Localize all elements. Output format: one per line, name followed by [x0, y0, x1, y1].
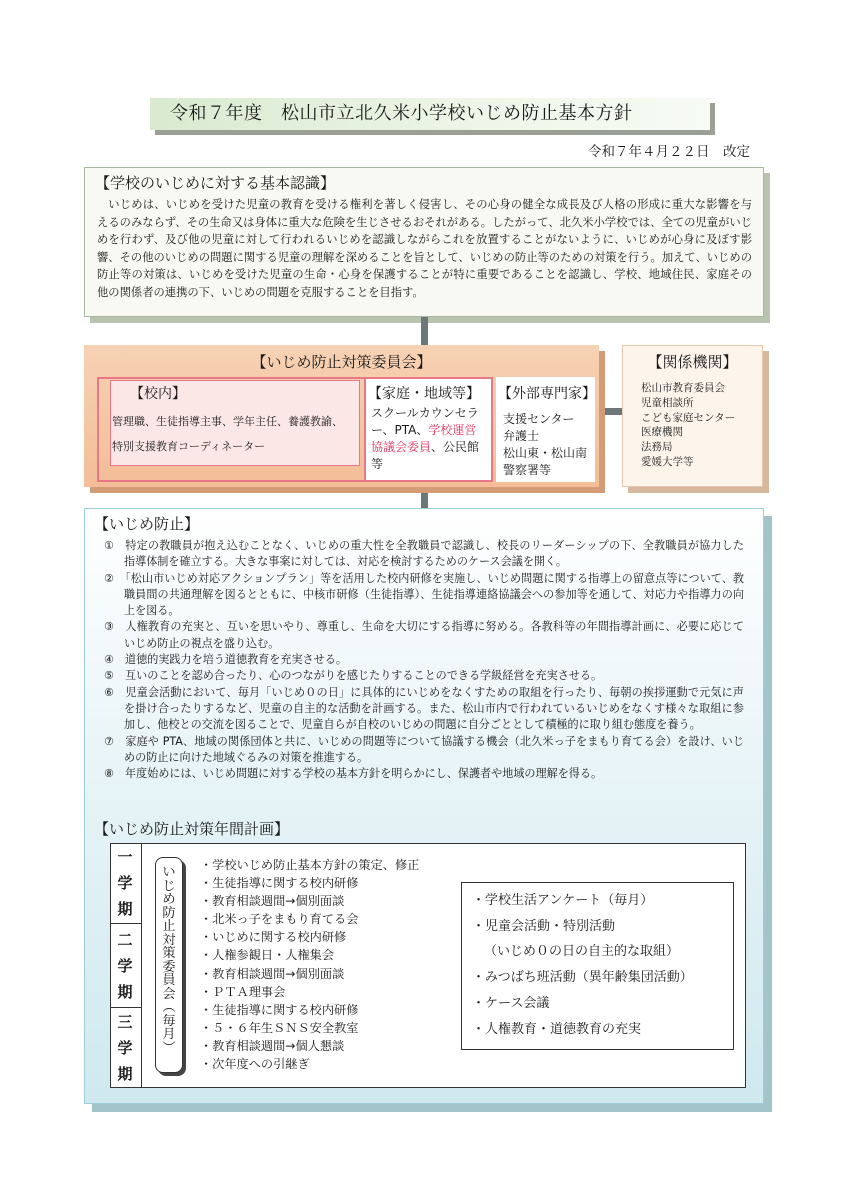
- event-item: ・教育相談週間→個別面談: [200, 966, 345, 981]
- term-char: 期: [117, 1065, 133, 1083]
- event-item: ・人権参観日・人権集会: [200, 948, 335, 963]
- prevention-item: ⑤ 互いのことを認め合ったり、心のつながりを感じたりすることのできる学級経営を充実させる。: [104, 669, 603, 683]
- family-members-text: スクールカウンセラー、PTA、: [371, 406, 479, 437]
- vertical-char: 月: [162, 1027, 176, 1042]
- related-agencies-list: [641, 381, 761, 470]
- ongoing-item: ・みつばち班活動（異年齢集団活動）: [472, 970, 693, 986]
- annual-plan-heading: 【いじめ防止対策年間計画】: [94, 820, 290, 838]
- agency-item: 松山市教育委員会: [641, 382, 725, 394]
- internal-members-heading: 【校内】: [130, 386, 186, 402]
- term-char: 期: [117, 982, 133, 1001]
- prevention-heading: 【いじめ防止】: [94, 515, 200, 533]
- prevention-item: ④ 道徳的実践力を培う道徳教育を充実させる。: [104, 653, 347, 667]
- connector-vertical-top: [421, 317, 428, 345]
- event-item: ・次年度への引継ぎ: [200, 1057, 310, 1072]
- family-community-members: [371, 405, 486, 473]
- vertical-char: 会: [162, 986, 176, 1002]
- term-char: 学: [117, 956, 133, 975]
- event-item: ・北米っ子をまもり育てる会: [200, 912, 359, 927]
- vertical-char: 止: [162, 919, 176, 934]
- external-experts-heading: 【外部専門家】: [498, 386, 596, 402]
- external-experts-list: [503, 411, 593, 479]
- ongoing-item: ・ケース会議: [472, 995, 550, 1011]
- expert-item: 弁護士: [503, 429, 540, 443]
- vertical-char: 策: [162, 946, 176, 961]
- term-char: 期: [117, 900, 133, 918]
- term-first: [110, 843, 140, 923]
- internal-members-line: 特別支援教育コーディネーター: [112, 440, 266, 453]
- event-item: ・いじめに関する校内研修: [200, 930, 347, 945]
- ongoing-item: ・児童会活動・特別活動: [472, 918, 616, 934]
- connector-vertical-bottom: [421, 487, 428, 508]
- ongoing-item: ・人権教育・道徳教育の充実: [472, 1021, 642, 1037]
- ongoing-activities-list: [472, 888, 732, 1042]
- event-item: ・学校いじめ防止基本方針の策定、修正: [200, 858, 420, 872]
- family-members-text-end: 、公民館等: [371, 440, 480, 471]
- term-char: 一: [117, 848, 133, 866]
- vertical-char: 毎: [162, 1013, 176, 1029]
- vertical-char: 対: [162, 932, 176, 948]
- event-item: ・生徒指導に関する校内研修: [200, 1002, 359, 1017]
- ongoing-item: ・学校生活アンケート（毎月）: [472, 893, 654, 908]
- event-item: ・教育相談週間→個別面談: [200, 894, 345, 909]
- expert-item: 支援センター: [503, 412, 575, 426]
- event-item: ・教育相談週間→個人懇談: [200, 1038, 345, 1053]
- basic-recognition-box: [84, 167, 764, 317]
- prevention-item: ③ 人権教育の充実と、互いを思いやり、尊重し、生命を大切にする指導に努める。各教科等の年間指導計画に、必要に応じていじめ防止の視点を盛り込む。: [104, 620, 744, 650]
- agency-item: 児童相談所: [641, 396, 694, 409]
- prevention-item: ⑦ 家庭や PTA、地域の関係団体と共に、いじめの問題等について協議する機会（北久米っ子をまもり育てる会）を設け、いじめの防止に向けた地域ぐるみの対策を推進する。: [104, 734, 744, 764]
- committee-heading: 【いじめ防止対策委員会】: [251, 353, 432, 371]
- vertical-char: め: [162, 892, 176, 907]
- event-item: ・５・６年生ＳＮＳ安全教室: [200, 1020, 359, 1035]
- event-item: ・ＰＴＡ理事会: [200, 984, 286, 999]
- event-item: ・生徒指導に関する校内研修: [200, 876, 359, 891]
- term-char: 学: [117, 874, 133, 892]
- term-second: [110, 924, 140, 1007]
- prevention-list: [104, 538, 744, 782]
- prevention-item: ⑧ 年度始めには、いじめ問題に対する学校の基本方針を明らかにし、保護者や地域の理解を得る。: [104, 767, 603, 781]
- page-title: 令和７年度 松山市立北久米小学校いじめ防止基本方針: [150, 98, 710, 130]
- family-community-heading: 【家庭・地域等】: [368, 386, 480, 402]
- vertical-char: 委: [162, 959, 176, 975]
- ongoing-item: （いじめ０の日の自主的な取組）: [484, 944, 680, 960]
- committee-monthly-label: [155, 866, 183, 1055]
- vertical-char: 防: [162, 905, 176, 921]
- term-char: 三: [117, 1013, 133, 1031]
- prevention-item: ① 特定の教職員が抱え込むことなく、いじめの重大性を全教職員で認識し、校長のリーダーシップの下、全教職員が協力した指導体制を確立する。大きな事案に対しては、対応を検討するためのケース会議を開く。: [104, 539, 744, 569]
- internal-members-line: 管理職、生徒指導主事、学年主任、養護教諭、: [112, 415, 343, 428]
- school-council-highlight: 学校運営協議会委員: [371, 423, 477, 454]
- vertical-char: い: [162, 865, 176, 880]
- agency-item: 愛媛大学等: [641, 455, 694, 468]
- term-char: 二: [117, 930, 133, 949]
- prevention-item: ② 「松山市いじめ対応アクションプラン」等を活用した校内研修を実施し、いじめ問題に関する指導上の留意点等について、教職員間の共通理解を図るとともに、中核市研修（生徒指導）、生徒指導連絡協議会への参加等を通して、対応力や指導力の向上を図る。: [104, 571, 744, 618]
- vertical-char: ︵: [162, 1000, 176, 1015]
- vertical-char: ︶: [162, 1040, 176, 1056]
- related-agencies-heading: 【関係機関】: [647, 353, 738, 371]
- annual-events-list: [200, 856, 460, 1073]
- basic-recognition-heading: 【学校のいじめに対する基本認識】: [95, 174, 336, 192]
- basic-recognition-text: いじめは、いじめを受けた児童の教育を受ける権利を著しく侵害し、その心身の健全な成長及び人格の形成に重大な影響を与えるのみならず、その生命又は身体に重大な危険を生じさせるおそれがある。したがって、北久米小学校では、全ての児童がいじめを行わず、及び他の児童に対して行われるいじめを認識しながらこれを放置することがないように、いじめが心身に及ぼす影響、その他のいじめの問題に関する児童の理解を深めることを旨として、いじめの防止等のための対策を行う。加えて、いじめの防止等の対策は、いじめを受けた児童の生命・心身を保護することが特に重要であることを認識し、学校、地域住民、家庭その他の関係者の連携の下、いじめの問題を克服することを目指す。: [97, 198, 752, 299]
- revision-date: 令和７年４月２２日 改定: [588, 144, 750, 160]
- vertical-char: じ: [162, 878, 176, 894]
- agency-item: 医療機関: [641, 426, 683, 439]
- connector-horizontal: [599, 408, 622, 415]
- term-third: [110, 1008, 140, 1088]
- term-column: [110, 843, 142, 1088]
- term-char: 学: [117, 1039, 133, 1057]
- internal-members-list: [112, 409, 362, 459]
- expert-item: 松山東・松山南警察署等: [503, 446, 588, 477]
- prevention-item: ⑥ 児童会活動において、毎月「いじめ０の日」に具体的にいじめをなくすための取組を行ったり、毎朝の挨拶運動で元気に声を掛け合ったりするなど、児童の自主的な活動を計画する。また、松山市内で行われているいじめをなくす様々な取組に参加し、他校との交流を図ることで、児童自らが自校のいじめの問題に自分ごととして積極的に取り組む態度を養う。: [104, 685, 744, 732]
- vertical-char: 員: [162, 973, 176, 988]
- agency-item: 法務局: [641, 441, 673, 454]
- agency-item: こども家庭センター: [641, 411, 736, 424]
